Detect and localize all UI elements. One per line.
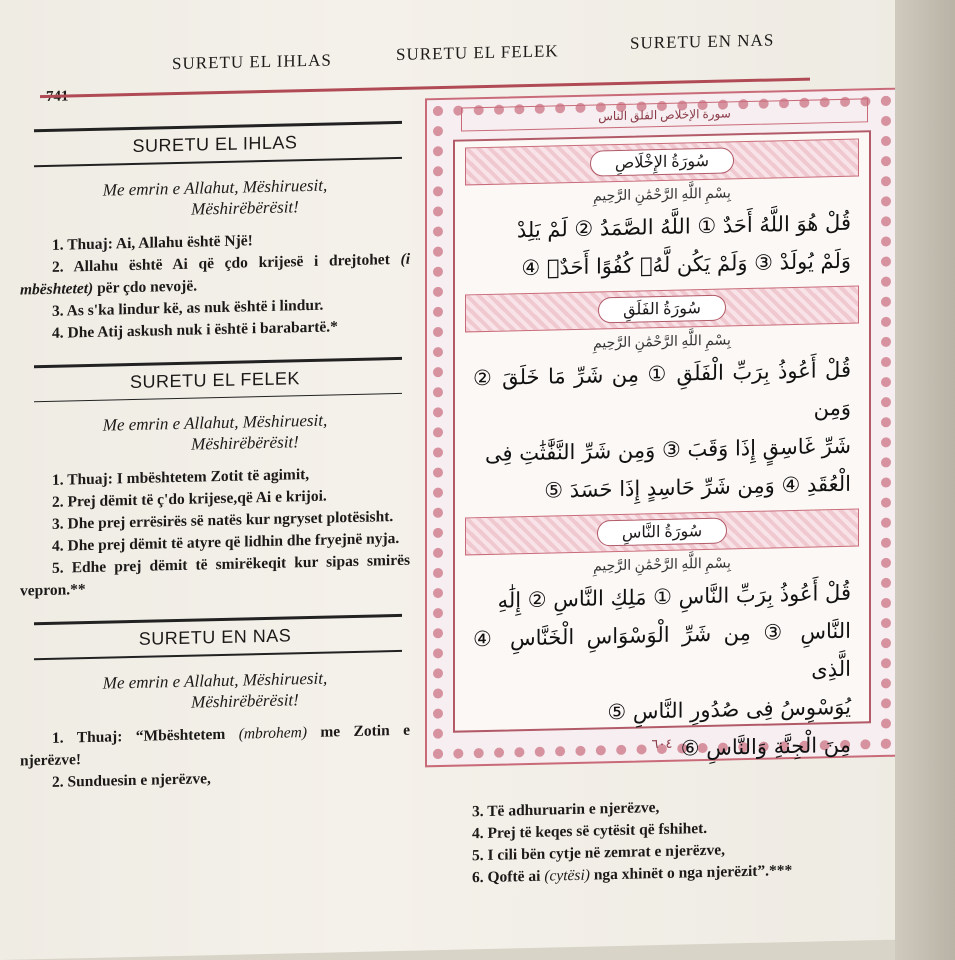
surah-band-title: سُورَةُ الإِخْلَاصِ xyxy=(590,147,734,176)
surah-band-title: سُورَةُ النَّاسِ xyxy=(597,517,727,546)
mushaf-page-number: ٦٠٤ xyxy=(651,735,673,752)
basmala-translation xyxy=(20,172,410,223)
verse: 2. Prej dëmit të ç'do krijese,që Ai e krijoi. xyxy=(52,487,327,511)
verse: 3. As s'ka lindur kë, as nuk është i lindur. xyxy=(52,296,324,320)
arabic-line: النَّاسِ ③ مِن شَرِّ الْوَسْوَاسِ الْخَنَّاسِ ④ الَّذِى xyxy=(473,618,851,682)
verse-text: 2. Allahu është Ai që çdo krijesë i drejtohet xyxy=(52,250,401,276)
verse: 2. Sunduesin e njerëzve, xyxy=(52,769,211,791)
translation-continuation xyxy=(440,792,860,890)
verse: 5. Edhe prej dëmit të smirëkeqit kur sipas smirës vepron.** xyxy=(20,551,410,600)
arabic-line: وَلَمْ يُولَدْ ③ وَلَمْ يَكُن لَّهُۥ كُفُوًا أَحَدٌۢ ④ xyxy=(521,248,851,281)
verse-text: 1. Thuaj: “Mbështetem xyxy=(52,725,239,747)
surah-band-falaq xyxy=(465,286,859,333)
section-rule xyxy=(34,392,402,402)
arabic-line: قُلْ هُوَ اللَّهُ أَحَدٌ ① اللَّهُ الصَّمَدُ ② لَمْ يَلِدْ xyxy=(516,210,851,243)
running-head-nas: SURETU EN NAS xyxy=(630,30,775,53)
surah-band-nas xyxy=(465,509,859,556)
surah-band-ihlas xyxy=(465,139,859,186)
basmala-line: Mëshirëbërësit! xyxy=(191,689,299,712)
basmala-translation xyxy=(20,665,410,716)
verse-italic: (cytësi) xyxy=(544,866,590,885)
basmala-line: Mëshirëbërësit! xyxy=(191,196,299,219)
verse-text: për çdo nevojë. xyxy=(93,277,198,297)
mushaf-header: سورة الإخلاص الفلق الناس xyxy=(461,98,868,131)
surah-felek-title: SURETU EL FELEK xyxy=(130,367,300,392)
arabic-line: قُلْ أَعُوذُ بِرَبِّ النَّاسِ ① مَلِكِ النَّاسِ ② إِلَٰهِ xyxy=(497,580,851,613)
section-rule xyxy=(34,650,402,660)
arabic-line: الْعُقَدِ ④ وَمِن شَرِّ حَاسِدٍ إِذَا حَسَدَ ⑤ xyxy=(544,471,851,503)
verse: 3. Dhe prej errësirës së natës kur ngryset plotësisht. xyxy=(52,508,394,533)
page-edge-shadow xyxy=(895,0,955,960)
verse-text: me Zotin e njerëzve! xyxy=(20,721,410,770)
verse: 1. Thuaj: Ai, Allahu është Një! xyxy=(52,231,253,254)
surah-felek-section xyxy=(20,356,410,602)
running-head-felek: SURETU EL FELEK xyxy=(396,41,559,65)
verse: 3. Të adhuruarin e njerëzve, xyxy=(472,799,660,821)
basmala-line: Me emrin e Allahut, Mëshiruesit, xyxy=(102,175,328,200)
arabic-basmala: بِسْمِ اللَّهِ الرَّحْمَٰنِ الرَّحِيمِ xyxy=(593,186,731,205)
arabic-line: يُوَسْوِسُ فِى صُدُورِ النَّاسِ ⑤ xyxy=(607,694,851,725)
basmala-line: Me emrin e Allahut, Mëshiruesit, xyxy=(102,668,328,693)
basmala-line: Me emrin e Allahut, Mëshiruesit, xyxy=(102,410,328,435)
verse-text: nga xhinët o nga njerëzit”.*** xyxy=(589,862,793,884)
verse-italic: (i mbështetet) xyxy=(20,250,410,299)
basmala-translation xyxy=(20,408,410,459)
basmala-line: Mëshirëbërësit! xyxy=(191,432,299,454)
arabic-basmala: بِسْمِ اللَّهِ الرَّحْمَٰنِ الرَّحِيمِ xyxy=(593,333,731,352)
arabic-line: مِنَ الْجِنَّةِ وَالنَّاسِ ⑥ xyxy=(680,732,851,761)
arabic-basmala: بِسْمِ اللَّهِ الرَّحْمَٰنِ الرَّحِيمِ xyxy=(593,556,731,575)
surah-nas-title: SURETU EN NAS xyxy=(138,625,292,649)
verse: 4. Prej të keqes së cytësit që fshihet. xyxy=(472,819,708,843)
surah-ihlas-section xyxy=(20,121,410,345)
surah-nas-section xyxy=(20,614,410,794)
arabic-line: قُلْ أَعُوذُ بِرَبِّ الْفَلَقِ ① مِن شَرِّ مَا خَلَقَ ② وَمِن xyxy=(473,357,851,421)
surah-ihlas-title: SURETU EL IHLAS xyxy=(132,132,298,156)
arabic-line: شَرِّ غَاسِقٍ إِذَا وَقَبَ ③ وَمِن شَرِّ النَّفَّٰثَٰتِ فِى xyxy=(485,433,851,466)
verse-italic: (mbrohem) xyxy=(238,723,307,743)
arabic-mushaf-panel xyxy=(425,88,899,768)
verse: 4. Dhe Atij askush nuk i është i barabartë.* xyxy=(52,317,338,342)
translation-column xyxy=(20,121,410,814)
running-head-ihlas: SURETU EL IHLAS xyxy=(172,50,332,74)
section-rule xyxy=(34,157,402,167)
verse: 4. Dhe prej dëmit të atyre që lidhin dhe fryejnë nyja. xyxy=(52,529,400,555)
verse: 5. I cili bën cytje në zemrat e njerëzve, xyxy=(472,841,726,865)
verse-text: 6. Qoftë ai xyxy=(472,867,545,887)
surah-band-title: سُورَةُ الفَلَقِ xyxy=(598,295,726,324)
verse: 1. Thuaj: I mbështetem Zotit të agimit, xyxy=(52,465,310,489)
